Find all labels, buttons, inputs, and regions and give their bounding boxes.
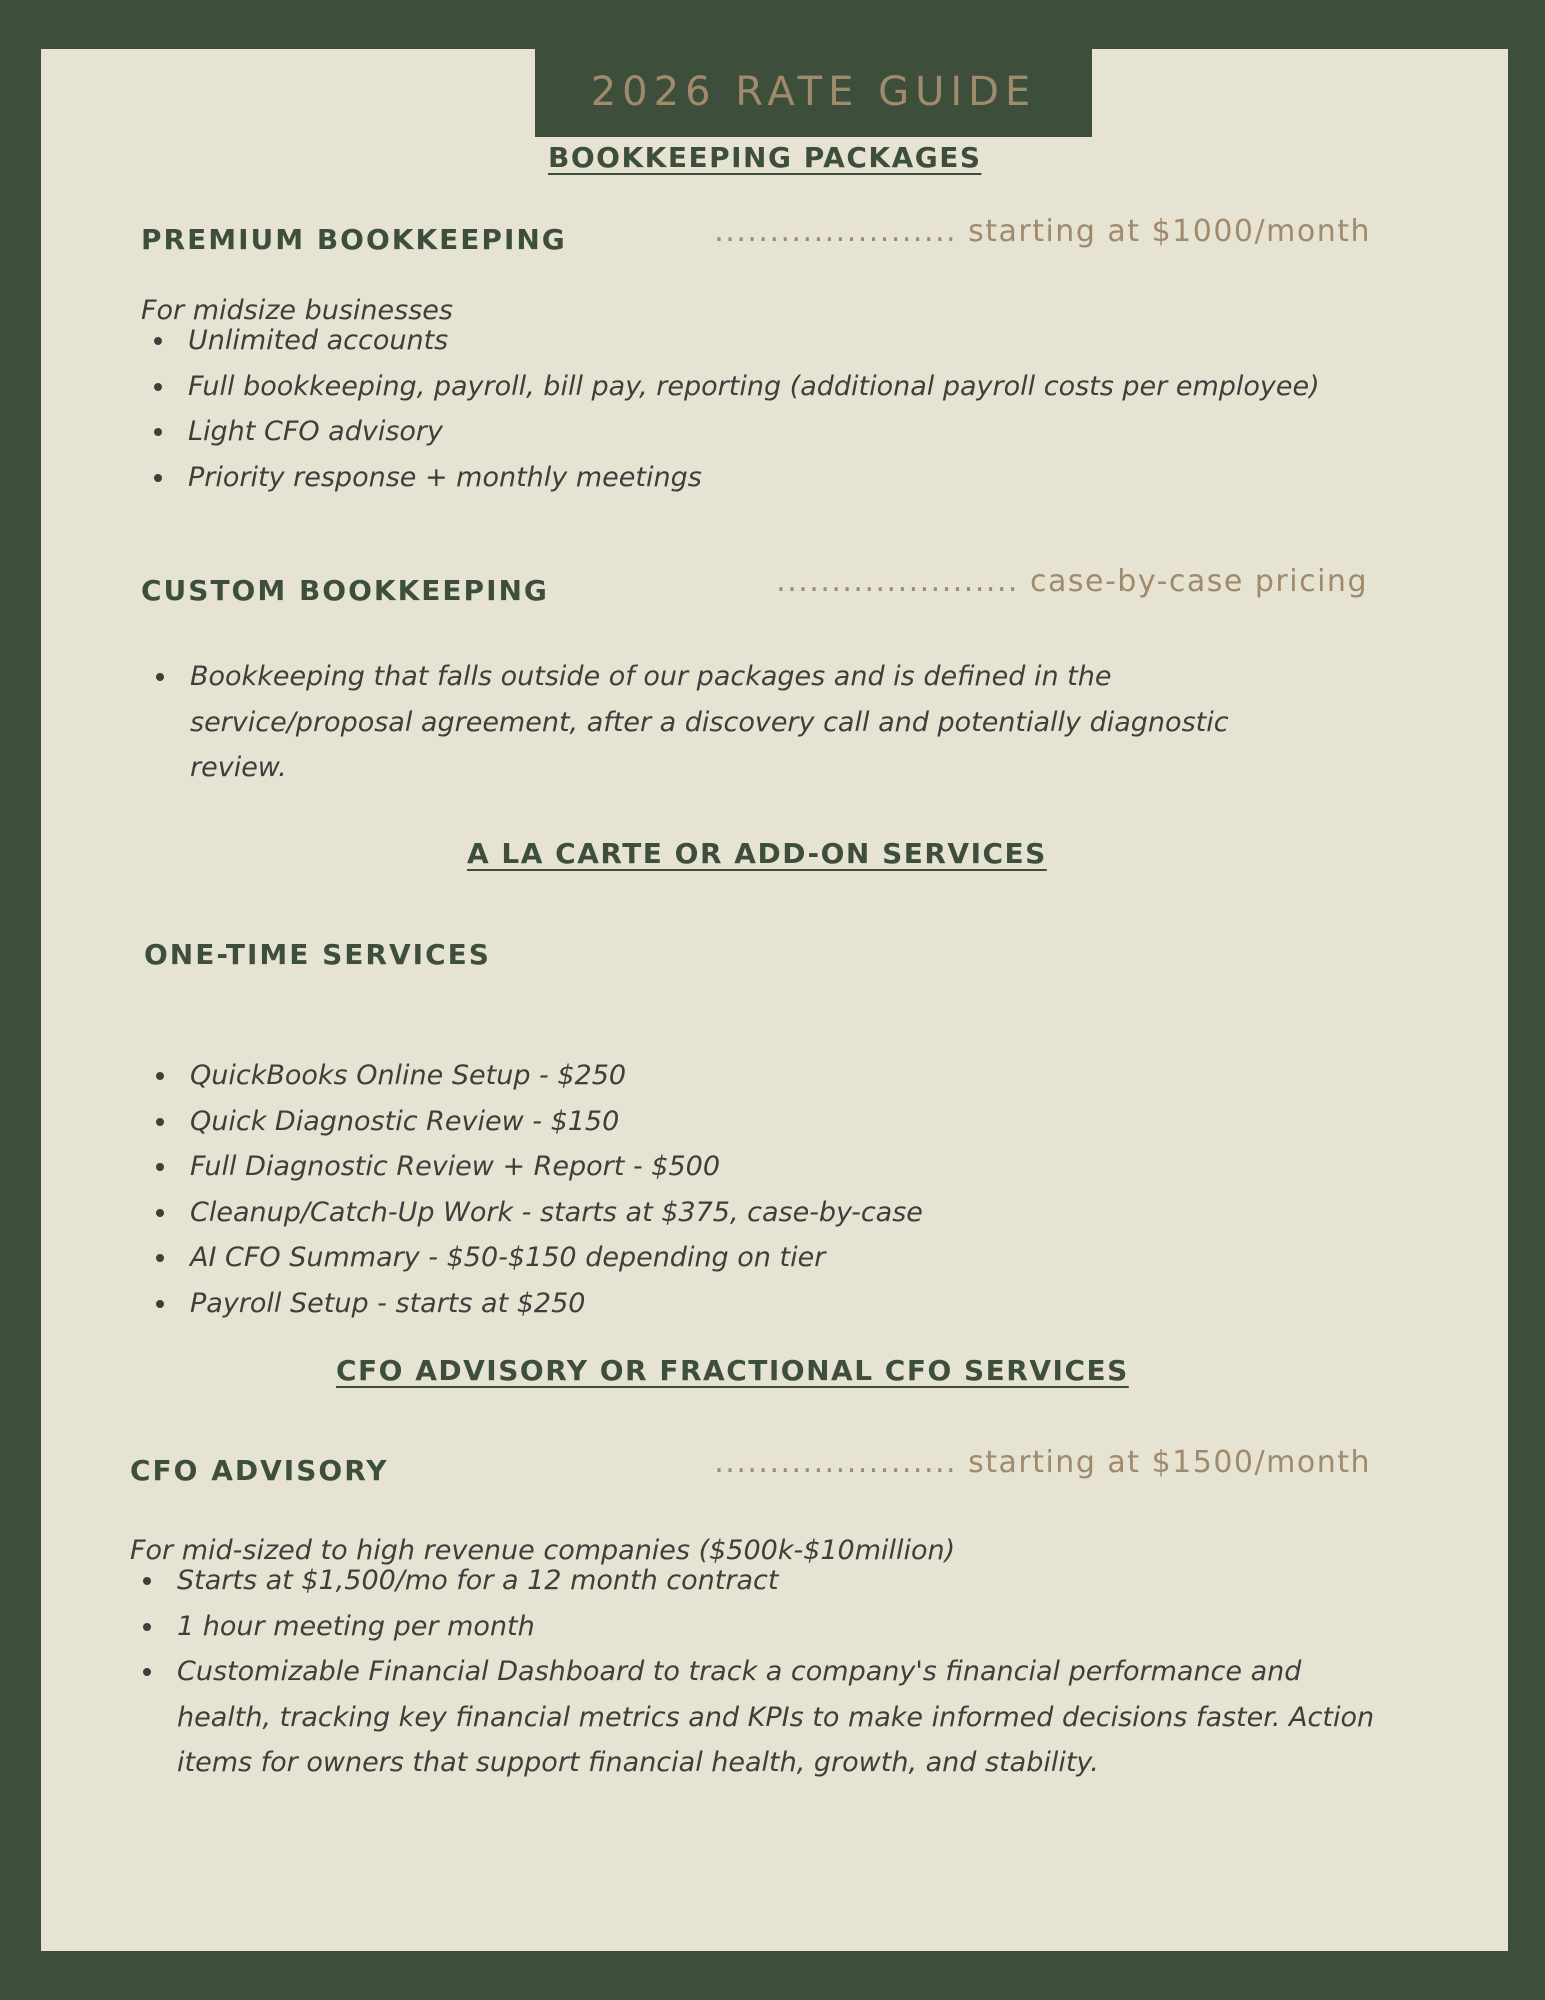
bullet [156, 1072, 164, 1080]
bullet [156, 673, 164, 681]
premium-bookkeeping-list [141, 318, 1320, 500]
list-item: Full bookkeeping, payroll, bill pay, reporting (additional payroll costs per employee) [141, 364, 1320, 410]
cfo-services-heading: CFO ADVISORY OR FRACTIONAL CFO SERVICES [336, 1354, 1129, 1387]
list-item: AI CFO Summary - $50-$150 depending on tier [143, 1235, 923, 1281]
title-banner [535, 49, 1092, 137]
bullet [156, 1254, 164, 1262]
bullet [154, 428, 162, 436]
premium-bookkeeping-price: ...................... starting at $1000/month [714, 214, 1371, 249]
list-item: Payroll Setup - starts at $250 [143, 1281, 923, 1327]
rate-guide-card [41, 49, 1508, 1951]
page-title: 2026 RATE GUIDE [590, 69, 1037, 115]
list-item: Bookkeeping that falls outside of our packages and is defined in the service/proposal agreement, after a discovery call and potentially diagnostic review. [143, 654, 1333, 791]
one-time-services-list [143, 1053, 923, 1326]
alacarte-heading: A LA CARTE OR ADD-ON SERVICES [467, 837, 1047, 870]
cfo-advisory-price: ...................... starting at $1500/month [714, 1445, 1371, 1480]
cfo-advisory-title: CFO ADVISORY [130, 1454, 389, 1487]
custom-bookkeeping-list [143, 654, 1333, 791]
list-item: Starts at $1,500/mo for a 12 month contract [130, 1558, 1380, 1604]
list-item: QuickBooks Online Setup - $250 [143, 1053, 923, 1099]
bullet [156, 1118, 164, 1126]
bullet [154, 337, 162, 345]
bullet [154, 474, 162, 482]
bullet [156, 1300, 164, 1308]
list-item: Cleanup/Catch-Up Work - starts at $375, case-by-case [143, 1190, 923, 1236]
list-item: 1 hour meeting per month [130, 1604, 1380, 1650]
premium-bookkeeping-title: PREMIUM BOOKKEEPING [141, 223, 567, 256]
premium-bookkeeping-intro: For midsize businesses [141, 295, 453, 326]
bullet [156, 1163, 164, 1171]
list-item: Light CFO advisory [141, 409, 1320, 455]
one-time-services-title: ONE-TIME SERVICES [144, 938, 491, 971]
custom-bookkeeping-price: ...................... case-by-case pricing [776, 564, 1368, 599]
bookkeeping-packages-heading: BOOKKEEPING PACKAGES [548, 141, 982, 174]
cfo-advisory-intro: For mid-sized to high revenue companies ($500k-$10million) [130, 1535, 956, 1566]
bullet [143, 1623, 151, 1631]
cfo-advisory-list [130, 1558, 1380, 1786]
list-item: Unlimited accounts [141, 318, 1320, 364]
list-item: Priority response + monthly meetings [141, 455, 1320, 501]
list-item: Quick Diagnostic Review - $150 [143, 1099, 923, 1145]
bullet [154, 383, 162, 391]
bullet [143, 1577, 151, 1585]
bullet [143, 1668, 151, 1676]
custom-bookkeeping-title: CUSTOM BOOKKEEPING [141, 574, 549, 607]
list-item: Customizable Financial Dashboard to track a company's financial performance and health, tracking key financial metrics and KPIs to make informed decisions faster. Action items for owners that support financial health, growth, and stability. [130, 1649, 1380, 1786]
list-item: Full Diagnostic Review + Report - $500 [143, 1144, 923, 1190]
bullet [156, 1209, 164, 1217]
